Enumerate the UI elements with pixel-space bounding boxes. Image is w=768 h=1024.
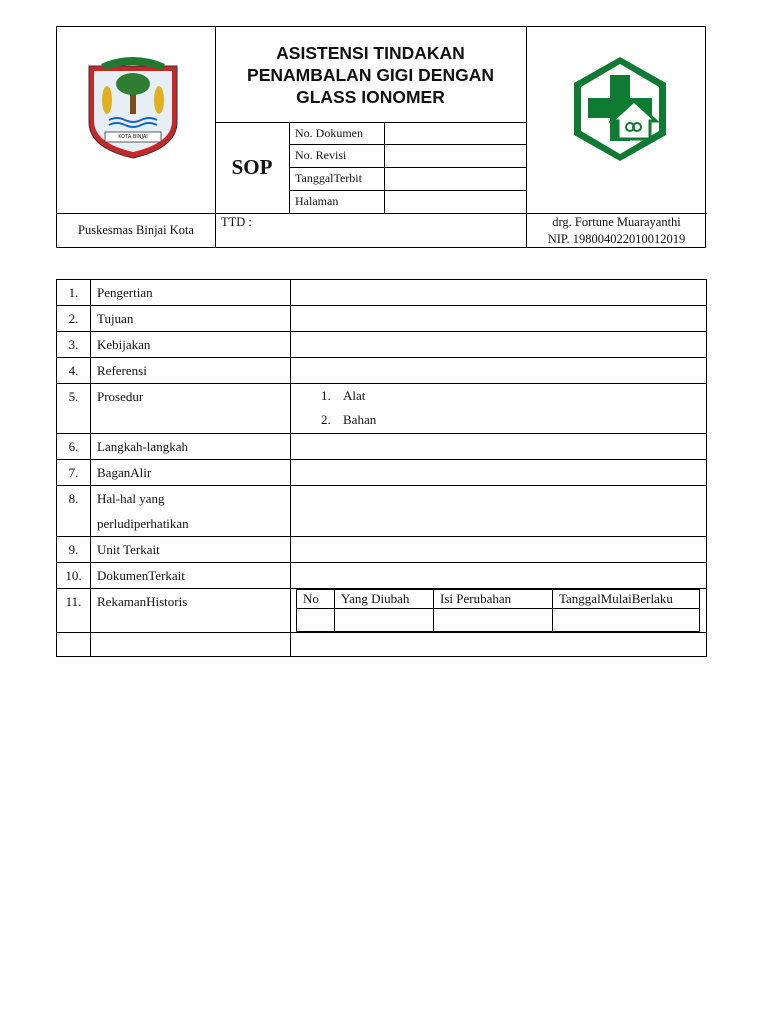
prosedur-content bbox=[291, 384, 707, 434]
rekaman-content bbox=[291, 589, 707, 633]
table-cell bbox=[297, 609, 335, 632]
list-item bbox=[321, 408, 700, 432]
signatory-name: drg. Fortune Muarayanthi bbox=[552, 214, 681, 229]
tanggal-terbit-value bbox=[384, 167, 526, 190]
signatory-nip: NIP. 198004022010012019 bbox=[547, 231, 686, 246]
rekaman-historis-table bbox=[296, 589, 700, 632]
row-label: BaganAlir bbox=[91, 460, 291, 486]
rekaman-header-row bbox=[297, 590, 700, 609]
table-row bbox=[57, 434, 707, 460]
row-number: 1. bbox=[57, 280, 91, 306]
table-row bbox=[57, 633, 707, 657]
table-cell bbox=[553, 609, 700, 632]
row-number: 9. bbox=[57, 537, 91, 563]
tanggal-terbit-label: TanggalTerbit bbox=[295, 171, 362, 185]
list-text: Bahan bbox=[343, 412, 377, 427]
row-content bbox=[291, 460, 707, 486]
no-dokumen-value bbox=[384, 122, 526, 144]
row-content bbox=[291, 280, 707, 306]
row-label: Referensi bbox=[91, 358, 291, 384]
row-number: 8. bbox=[57, 486, 91, 537]
row-content bbox=[291, 358, 707, 384]
row-number: 4. bbox=[57, 358, 91, 384]
row-number: 7. bbox=[57, 460, 91, 486]
row-number: 10. bbox=[57, 563, 91, 589]
table-row bbox=[57, 460, 707, 486]
row-number bbox=[57, 633, 91, 657]
document-title: ASISTENSI TINDAKAN PENAMBALAN GIGI DENGAN GLASS IONOMER bbox=[247, 42, 494, 107]
row-label: DokumenTerkait bbox=[91, 563, 291, 589]
row-label: Prosedur bbox=[91, 384, 291, 434]
row-label bbox=[91, 633, 291, 657]
table-row bbox=[57, 384, 707, 434]
row-number: 6. bbox=[57, 434, 91, 460]
list-text: Alat bbox=[343, 388, 366, 403]
row-content bbox=[291, 633, 707, 657]
list-number: 1. bbox=[321, 388, 331, 403]
list-number: 2. bbox=[321, 412, 331, 427]
table-row bbox=[57, 486, 707, 537]
no-revisi-label: No. Revisi bbox=[295, 148, 347, 162]
column-header: TanggalMulaiBerlaku bbox=[553, 590, 700, 609]
halaman-label: Halaman bbox=[295, 194, 339, 208]
column-header: Yang Diubah bbox=[335, 590, 434, 609]
table-row bbox=[57, 563, 707, 589]
row-label: Kebijakan bbox=[91, 332, 291, 358]
prosedur-list bbox=[297, 384, 700, 432]
row-content bbox=[291, 563, 707, 589]
table-row bbox=[57, 537, 707, 563]
row-label: Hal-hal yang perludiperhatikan bbox=[91, 486, 291, 537]
row-content bbox=[291, 332, 707, 358]
column-header: No bbox=[297, 590, 335, 609]
row-label: Tujuan bbox=[91, 306, 291, 332]
table-cell bbox=[335, 609, 434, 632]
table-row bbox=[57, 589, 707, 633]
puskesmas-cross-house-icon bbox=[572, 55, 668, 163]
table-row bbox=[57, 306, 707, 332]
row-label: Unit Terkait bbox=[91, 537, 291, 563]
row-label: RekamanHistoris bbox=[91, 589, 291, 633]
signatory bbox=[526, 213, 707, 248]
puskesmas-name: Puskesmas Binjai Kota bbox=[78, 223, 194, 237]
rekaman-row bbox=[297, 609, 700, 632]
row-content bbox=[291, 306, 707, 332]
sop-content-table bbox=[56, 279, 707, 657]
left-logo-caption: KOTA BINJAI bbox=[118, 134, 148, 140]
row-number: 2. bbox=[57, 306, 91, 332]
no-dokumen-label: No. Dokumen bbox=[295, 126, 363, 140]
list-item bbox=[321, 384, 700, 408]
row-label: Langkah-langkah bbox=[91, 434, 291, 460]
kota-binjai-emblem-icon bbox=[85, 52, 181, 162]
sop-label: SOP bbox=[231, 155, 273, 179]
table-row bbox=[57, 358, 707, 384]
table-cell bbox=[434, 609, 553, 632]
row-number: 5. bbox=[57, 384, 91, 434]
header-box bbox=[56, 26, 706, 248]
table-row bbox=[57, 332, 707, 358]
row-content bbox=[291, 434, 707, 460]
row-number: 3. bbox=[57, 332, 91, 358]
row-number: 11. bbox=[57, 589, 91, 633]
table-row bbox=[57, 280, 707, 306]
row-content bbox=[291, 537, 707, 563]
row-content bbox=[291, 486, 707, 537]
ttd-label: TTD : bbox=[221, 215, 252, 229]
no-revisi-value bbox=[384, 144, 526, 167]
column-header: Isi Perubahan bbox=[434, 590, 553, 609]
halaman-value bbox=[384, 190, 526, 213]
row-label: Pengertian bbox=[91, 280, 291, 306]
